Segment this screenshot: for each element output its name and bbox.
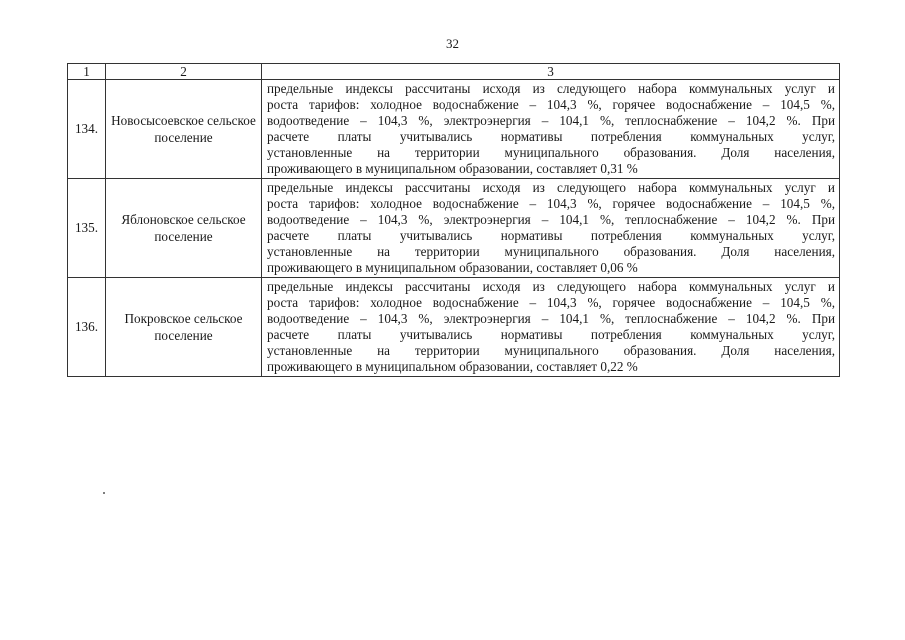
description-line: предельные индексы рассчитаны исходя из следующего набора коммунальных услуг и <box>267 81 835 96</box>
description-line: водоотведение – 104,3 %, электроэнергия – 104,1 %, теплоснабжение – 104,2 %. При <box>267 212 835 227</box>
row-number: 136. <box>68 278 106 377</box>
settlement-name: Покровское сельское поселение <box>106 278 262 377</box>
column-header-3: 3 <box>262 64 840 80</box>
table-row <box>68 278 840 377</box>
column-header-1: 1 <box>68 64 106 80</box>
description-line: проживающего в муниципальном образовании, составляет 0,06 % <box>267 260 638 275</box>
column-header-2: 2 <box>106 64 262 80</box>
description-line: водоотведение – 104,3 %, электроэнергия – 104,1 %, теплоснабжение – 104,2 %. При <box>267 113 835 128</box>
tariff-description <box>262 80 840 179</box>
description-line: роста тарифов: холодное водоснабжение – 104,3 %, горячее водоснабжение – 104,5 %, <box>267 97 835 112</box>
description-line: роста тарифов: холодное водоснабжение – 104,3 %, горячее водоснабжение – 104,5 %, <box>267 196 835 211</box>
description-line: проживающего в муниципальном образовании, составляет 0,22 % <box>267 359 638 374</box>
description-line: предельные индексы рассчитаны исходя из следующего набора коммунальных услуг и <box>267 279 835 294</box>
scan-speck <box>103 492 105 494</box>
description-line: роста тарифов: холодное водоснабжение – 104,3 %, горячее водоснабжение – 104,5 %, <box>267 295 835 310</box>
description-line: установленные на территории муниципального образования. Доля населения, <box>267 343 835 358</box>
table-row <box>68 80 840 179</box>
description-line: расчете платы учитывались нормативы потребления коммунальных услуг, <box>267 228 835 243</box>
table-row <box>68 179 840 278</box>
row-number: 135. <box>68 179 106 278</box>
table-header-row <box>68 64 840 80</box>
tariff-index-table <box>67 63 840 377</box>
description-line: предельные индексы рассчитаны исходя из следующего набора коммунальных услуг и <box>267 180 835 195</box>
description-line: водоотведение – 104,3 %, электроэнергия – 104,1 %, теплоснабжение – 104,2 %. При <box>267 311 835 326</box>
description-line: расчете платы учитывались нормативы потребления коммунальных услуг, <box>267 129 835 144</box>
description-line: установленные на территории муниципального образования. Доля населения, <box>267 244 835 259</box>
settlement-name: Новосысоевское сельское поселение <box>106 80 262 179</box>
tariff-description <box>262 278 840 377</box>
description-line: проживающего в муниципальном образовании, составляет 0,31 % <box>267 161 638 176</box>
description-line: расчете платы учитывались нормативы потребления коммунальных услуг, <box>267 327 835 342</box>
settlement-name: Яблоновское сельское поселение <box>106 179 262 278</box>
tariff-description <box>262 179 840 278</box>
description-line: установленные на территории муниципального образования. Доля населения, <box>267 145 835 160</box>
row-number: 134. <box>68 80 106 179</box>
page-number: 32 <box>446 36 459 51</box>
